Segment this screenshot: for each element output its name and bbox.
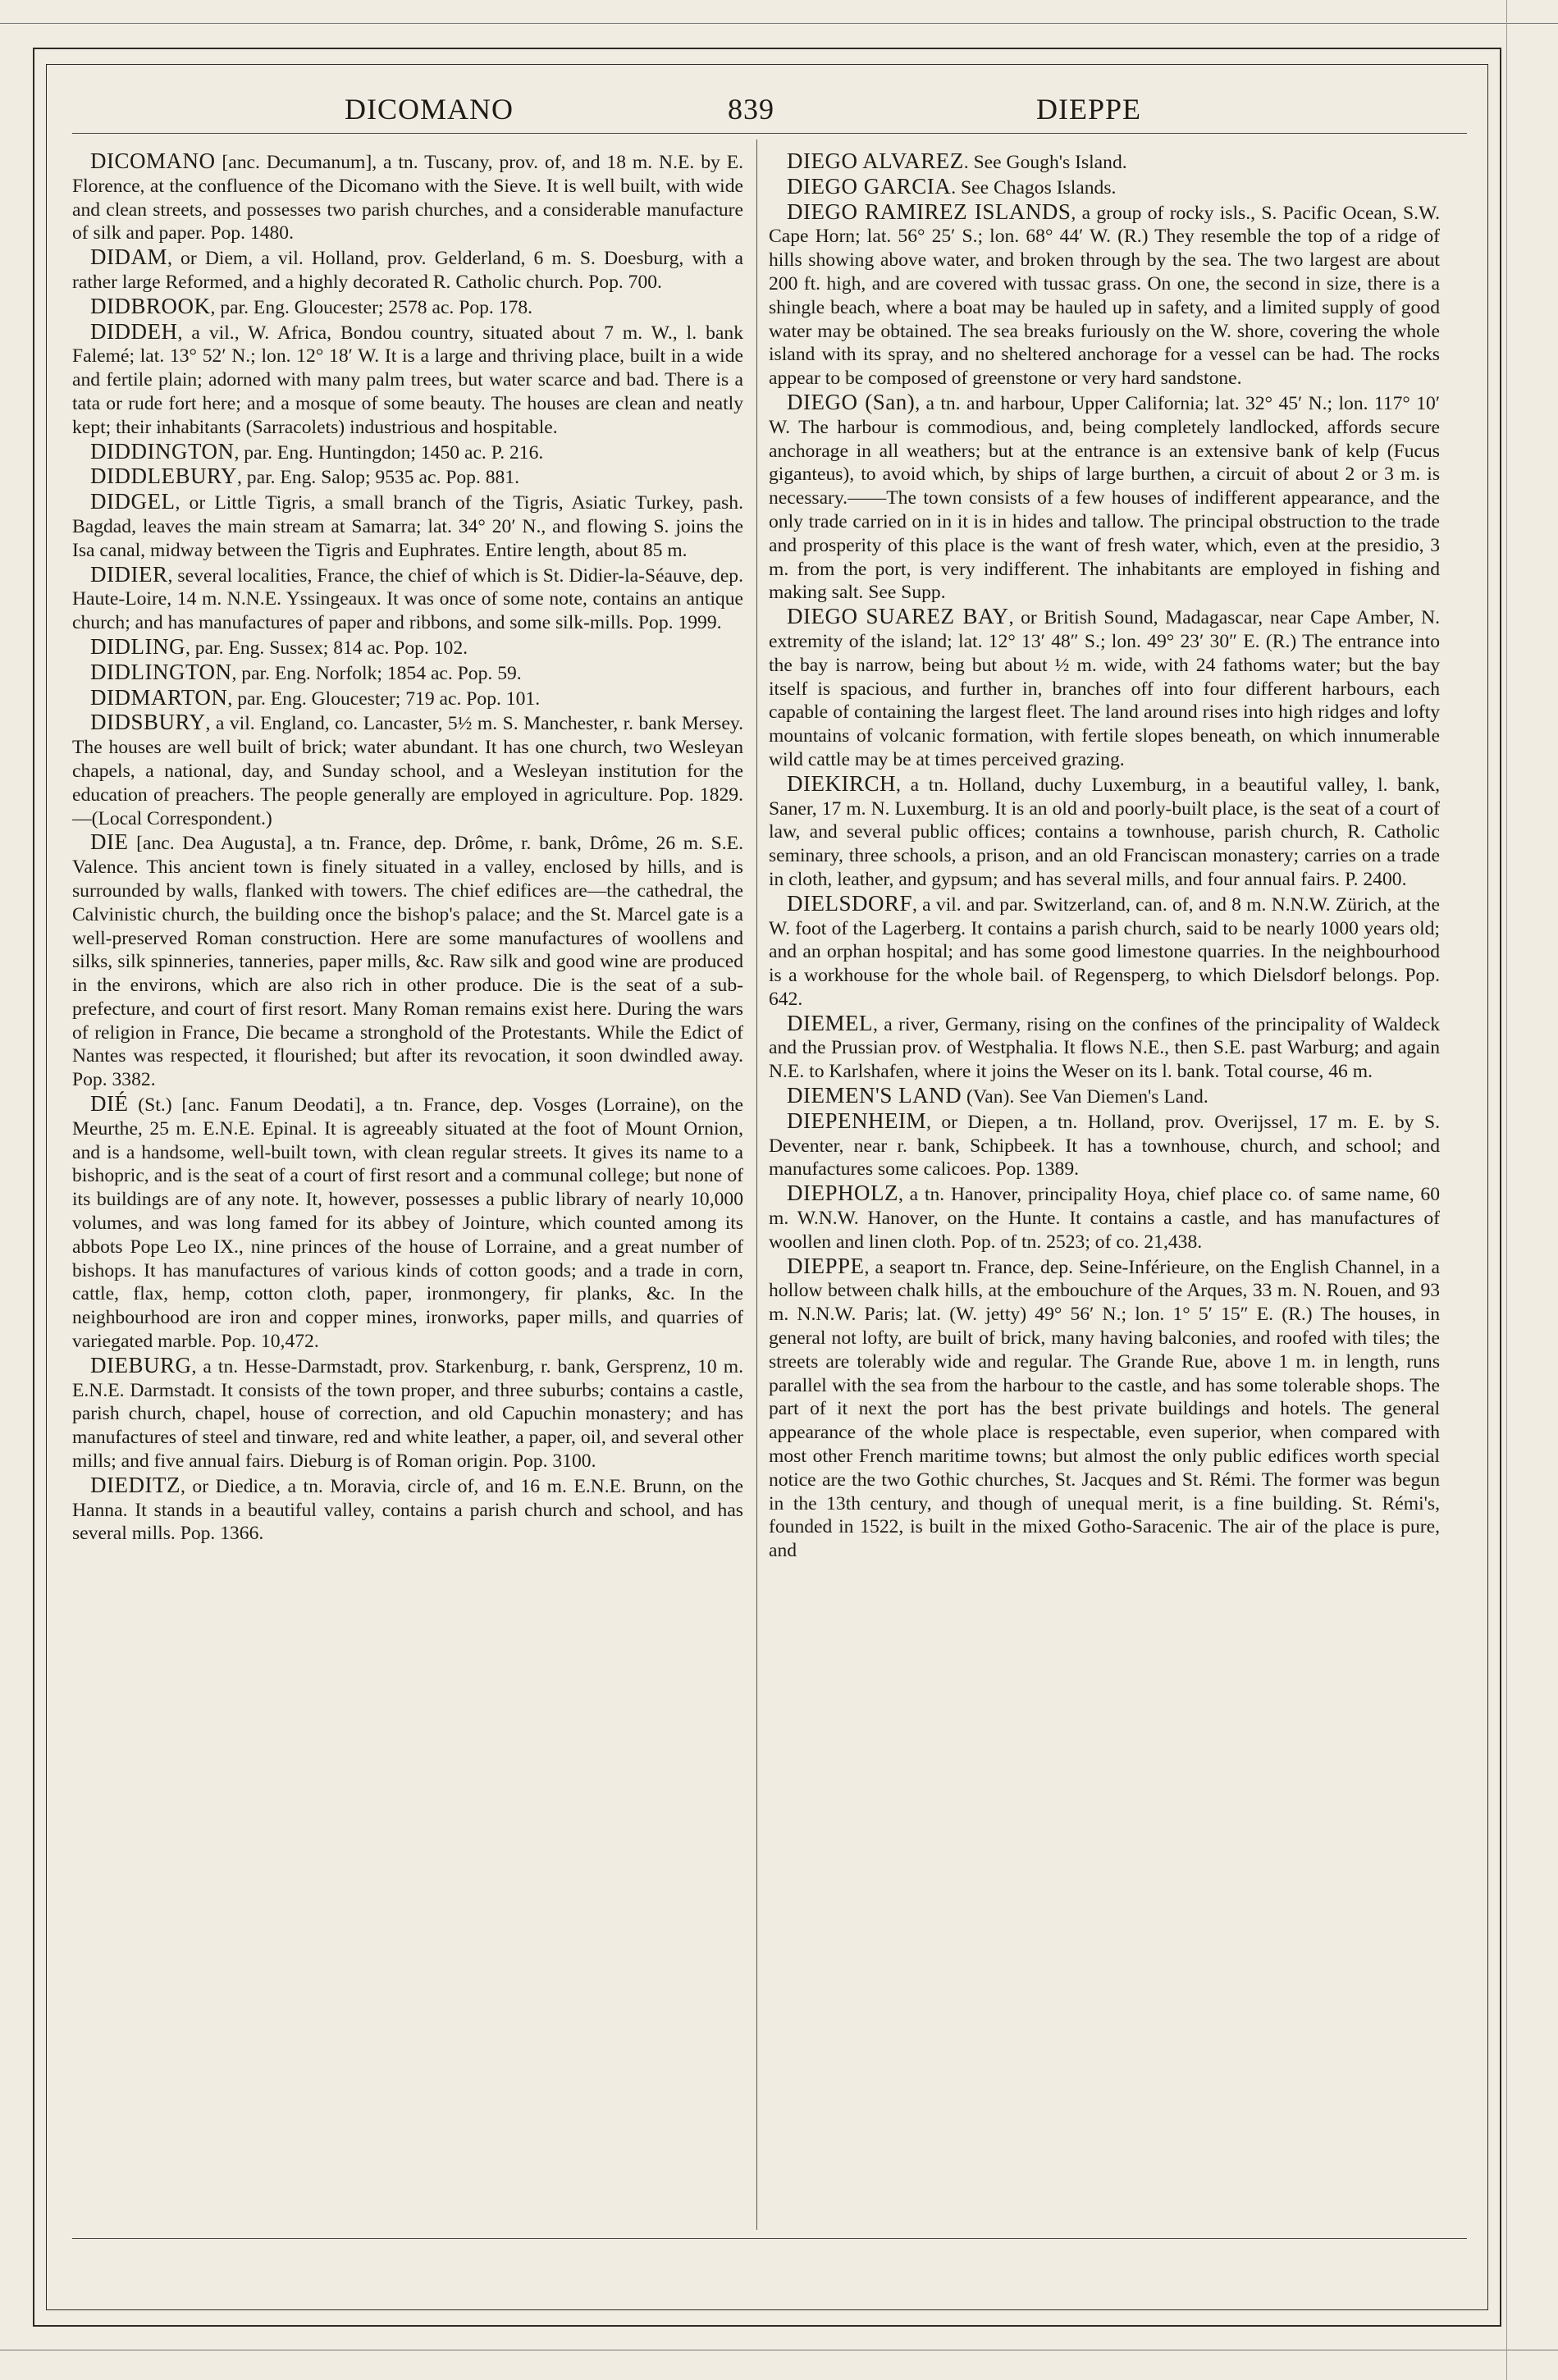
entry-headword: DIDBROOK [90, 293, 211, 318]
gazetteer-entry [72, 149, 743, 245]
right-edge-line [1506, 0, 1507, 2380]
entry-text: , a vil., W. Africa, Bondou country, situated about 7 m. W., l. bank Falemé; lat. 13° 52′ N.; lon. 12° 18′ W. It is a large and thriving place, built in a wide and fertile plain; adorned with many palm trees, but water scarce and bad. There is a tata or rude fort here; and a mosque of some beauty. The houses are clean and neatly kept; their inhabitants (Sarracolets) industrious and hospitable. [72, 322, 743, 438]
entry-text: , a tn. Hanover, principality Hoya, chief place co. of same name, 60 m. W.N.W. Hanover, on the Hunte. It contains a castle, and has manufactures of woollen and linen cloth. Pop. of tn. 2523; of co. 21,438. [769, 1184, 1440, 1253]
entry-text: , a group of rocky isls., S. Pacific Ocean, S.W. Cape Horn; lat. 56° 25′ S.; lon. 68° 44′ W. (R.) They resemble the top of a ridge of hills showing above water, and broken through by the sea. The two largest are about 200 ft. high, and are covered with tussac grass. On one, the second in size, there is a shingle beach, where a boat may be hauled up in safety, and a limited supply of good water may be obtained. The sea breaks furiously on the W. shore, covering the whole island with its spray, and no sheltered anchorage for a vessel can be had. The rocks appear to be composed of greenstone or very hard sandstone. [769, 202, 1440, 390]
entry-text: , or British Sound, Madagascar, near Cape Amber, N. extremity of the island; lat. 12° 13′ 48″ S.; lon. 49° 23′ 30″ E. (R.) The entrance into the bay is narrow, being but about ½ m. wide, with 24 fathoms water; but the bay itself is spacious, and further in, branches off into four different harbours, each capable of containing the largest fleet. The land around rises into high ridges and lofty mountains of volcanic formation, with fertile slopes beneath, on which innumerable wild cattle may be at times perceived grazing. [769, 607, 1441, 770]
gazetteer-entry [769, 1084, 1440, 1109]
entry-headword: DIEMEL [787, 1010, 873, 1035]
entry-headword: DIDDLEBURY [90, 464, 237, 489]
entry-headword: DIDDINGTON [90, 438, 235, 464]
left-column [72, 149, 743, 1546]
header-rule [72, 133, 1467, 134]
entry-headword: DIDMARTON [90, 684, 228, 710]
gazetteer-entry [769, 772, 1440, 892]
gazetteer-entry [769, 892, 1440, 1012]
gazetteer-entry [769, 1012, 1440, 1084]
entry-text: , par. Eng. Huntingdon; 1450 ac. P. 216. [234, 441, 544, 464]
entry-headword: DIEGO RAMIREZ ISLANDS [787, 199, 1071, 224]
entry-headword: DIEGO SUAREZ BAY [787, 604, 1009, 629]
entry-headword: DIDLING [90, 633, 185, 659]
gazetteer-entry [72, 464, 743, 490]
entry-headword: DIÉ [90, 1091, 129, 1117]
gazetteer-entry [72, 320, 743, 440]
gazetteer-entry [72, 1473, 743, 1546]
gazetteer-entry [769, 1109, 1440, 1181]
entry-headword: DIDSBURY [90, 710, 206, 735]
entry-text: . See Chagos Islands. [951, 176, 1117, 199]
gazetteer-entry [769, 149, 1440, 175]
gazetteer-entry [72, 710, 743, 830]
entry-headword: DIEGO ALVAREZ [787, 148, 964, 173]
entry-headword: DIE [90, 829, 129, 855]
entry-headword: DICOMANO [90, 148, 216, 173]
entry-headword: DIEGO GARCIA [787, 173, 952, 199]
entry-text: , a seaport tn. France, dep. Seine-Inférieure, on the English Channel, in a hollow between chalk hills, at the embouchure of the Arques, 33 m. N. Rouen, and 93 m. N.N.W. Paris; lat. (W. jetty) 49° 56′ N.; lon. 1° 5′ 15″ E. (R.) The houses, in general not lofty, are built of brick, many having balconies, and roofed with tiles; the streets are tolerably wide and regular. The Grande Rue, above 1 m. in length, runs parallel with the sea from the harbour to the castle, and has some tolerable shops. The part of it next the port has the best private buildings and hotels. The general appearance of the whole place is respectable, even superior, when compared with most other French maritime towns; but almost the only public edifices worth special notice are the two Gothic churches, St. Jacques and St. Rémi. The former was begun in the 13th century, and though of unequal merit, is a fine building. St. Rémi's, founded in 1522, is built in the mixed Gotho-Saracenic. The air of the place is pure, and [769, 1256, 1440, 1562]
right-column [769, 149, 1440, 1563]
gazetteer-entry [769, 1181, 1440, 1254]
gazetteer-entry [72, 660, 743, 686]
entry-headword: DIEPHOLZ [787, 1181, 898, 1206]
entry-headword: DIDAM [90, 244, 167, 270]
entry-headword: DIEPENHEIM [787, 1108, 926, 1133]
entry-text: , or Diem, a vil. Holland, prov. Gelderland, 6 m. S. Doesburg, with a rather large Reformed, and a highly decorated R. Catholic church. Pop. 700. [72, 248, 743, 293]
gazetteer-entry [769, 391, 1440, 605]
gazetteer-entry [72, 686, 743, 711]
entry-text: (St.) [anc. Fanum Deodati], a tn. France, dep. Vosges (Lorraine), on the Meurthe, 25 m. E.N.E. Epinal. It is agreeably situated at the foot of Mount Ornion, and is a handsome, well-built town, with clean regular streets. It gives its name to a bishopric, and is the seat of a court of first resort and a communal college; but none of its buildings are of any note. It, however, possesses a public library of nearly 10,000 volumes, and was long famed for its abbey of Jointure, which counted among its abbots Pope Leo IX., nine princes of the house of Lorraine, and a great number of bishops. It has manufactures of various kinds of cotton goods; and a trade in corn, cattle, flax, hemp, cotton cloth, paper, ironmongery, fir planks, &c. In the neighbourhood are iron and copper mines, ironworks, paper mills, and quarries of variegated marble. Pop. 10,472. [72, 1094, 743, 1353]
top-edge-line [0, 23, 1558, 24]
entry-text: , a tn. Holland, duchy Luxemburg, in a beautiful valley, l. bank, Saner, 17 m. N. Luxemburg. It is an old and poorly-built place, is the seat of a court of law, and several public offices; contains a townhouse, parish church, R. Catholic seminary, three schools, a prison, and an old Franciscan monastery; carries on a trade in cloth, leather, and gypsum; and has several mills, and four annual fairs. P. 2400. [769, 774, 1440, 890]
footer-rule [72, 2238, 1467, 2239]
gazetteer-entry [769, 605, 1440, 772]
entry-text: , several localities, France, the chief of which is St. Didier-la-Séauve, dep. Haute-Loire, 14 m. N.N.E. Yssingeaux. It was once of some note, contains an antique church; and has manufactures of paper and ribbons, and some silk-mills. Pop. 1999. [72, 564, 743, 634]
gazetteer-entry [72, 245, 743, 295]
entry-text: , or Little Tigris, a small branch of the Tigris, Asiatic Turkey, pash. Bagdad, leaves the main stream at Samarra; lat. 34° 20′ N., and flowing S. joins the Isa canal, midway between the Tigris and Euphrates. Entire length, about 85 m. [72, 492, 743, 561]
entry-headword: DIEPPE [787, 1253, 865, 1278]
entry-text: , or Diepen, a tn. Holland, prov. Overijssel, 17 m. E. by S. Deventer, near r. bank, Schipbeek. It has a townhouse, church, and school; and manufactures some calicoes. Pop. 1389. [769, 1111, 1440, 1181]
header-right-word: DIEPPE [1036, 93, 1142, 126]
entry-headword: DIDLINGTON [90, 659, 232, 684]
entry-headword: DIEBURG [90, 1352, 192, 1377]
entry-headword: DIDIER [90, 561, 168, 587]
gazetteer-entry [72, 295, 743, 320]
entry-headword: DIEGO (San) [787, 389, 916, 414]
column-divider [756, 139, 757, 2230]
entry-headword: DIDGEL [90, 489, 176, 514]
page-number: 839 [728, 93, 774, 126]
gazetteer-entry [72, 1092, 743, 1354]
gazetteer-entry [72, 563, 743, 635]
entry-headword: DIEDITZ [90, 1472, 180, 1497]
entry-text: , par. Eng. Gloucester; 2578 ac. Pop. 178. [210, 296, 533, 318]
entry-text: , par. Eng. Sussex; 814 ac. Pop. 102. [185, 637, 468, 659]
entry-text: , par. Eng. Norfolk; 1854 ac. Pop. 59. [231, 662, 522, 684]
gazetteer-entry [769, 175, 1440, 200]
entry-headword: DIEMEN'S LAND [787, 1083, 962, 1108]
entry-text: , or Diedice, a tn. Moravia, circle of, and 16 m. E.N.E. Brunn, on the Hanna. It stands in a beautiful valley, contains a parish church and school, and has several mills. Pop. 1366. [72, 1475, 743, 1545]
entry-headword: DIDDEH [90, 318, 178, 344]
entry-text: , a tn. and harbour, Upper California; lat. 32° 45′ N.; lon. 117° 10′ W. The harbour is commodious, and, being completely landlocked, affords secure anchorage in all weathers; but at the entrance is an extensive bank of kelp (Fucus giganteus), to avoid which, by ships of large burthen, a circuit of about 2 or 3 m. is necessary.——The town consists of a few houses of indifferent appearance, and the only trade carried on in it is in hides and tallow. The principal obstruction to the trade and prosperity of this place is the want of fresh water, which, even at the presidio, 3 m. from the port, is very indifferent. The inhabitants are employed in fishing and making salt. See Supp. [769, 392, 1441, 604]
entry-text: , a river, Germany, rising on the confines of the principality of Waldeck and the Prussian prov. of Westphalia. It flows N.E., then S.E. past Warburg; and again N.E. to Karlshafen, where it joins the Weser on its l. bank. Total course, 46 m. [769, 1013, 1440, 1083]
entry-text: , a vil. England, co. Lancaster, 5½ m. S. Manchester, r. bank Mersey. The houses are well built of brick; water abundant. It has one church, two Wesleyan chapels, a national, day, and Sunday school, and a Wesleyan institution for the education of preachers. The people generally are employed in agriculture. Pop. 1829.—(Local Correspondent.) [72, 713, 743, 829]
header-left-word: DICOMANO [345, 93, 514, 126]
entry-text: , par. Eng. Gloucester; 719 ac. Pop. 101. [227, 688, 541, 710]
gazetteer-entry [72, 490, 743, 562]
gazetteer-entry [72, 830, 743, 1092]
entry-headword: DIEKIRCH [787, 770, 896, 796]
entry-text: , a tn. Hesse-Darmstadt, prov. Starkenburg, r. bank, Gersprenz, 10 m. E.N.E. Darmstadt. It consists of the town proper, and three suburbs; contains a castle, parish church, chapel, house of correction, and old Capuchin monastery; and has manufactures of steel and tinware, red and white leather, a paper, oil, and several other mills; and five annual fairs. Dieburg is of Roman origin. Pop. 3100. [72, 1355, 743, 1473]
entry-text: , a vil. and par. Switzerland, can. of, and 8 m. N.N.W. Zürich, at the W. foot of the Lagerberg. It contains a parish church, said to be nearly 1000 years old; and an orphan hospital; and has some good limestone quarries. In the neighbourhood is a workhouse for the whole bail. of Regensperg, to which Dielsdorf belongs. Pop. 642. [769, 893, 1440, 1010]
entry-text: [anc. Dea Augusta], a tn. France, dep. Drôme, r. bank, Drôme, 26 m. S.E. Valence. This ancient town is finely situated in a valley, enclosed by hills, and is surrounded by walls, flanked with towers. The chief edifices are—the cathedral, the Calvinistic church, the building once the bishop's palace; and the St. Marcel gate is a well-preserved Roman construction. Here are some manufactures of woollens and silks, silk spinneries, tanneries, paper mills, &c. Raw silk and good wine are produced in the environs, which are also rich in other produce. Die is the seat of a sub-prefecture, and court of first resort. Many Roman remains exist here. During the wars of religion in France, Die became a stronghold of the Protestants. While the Edict of Nantes was respected, it flourished; but after its revocation, it soon dwindled away. Pop. 3382. [72, 833, 743, 1091]
entry-text: , par. Eng. Salop; 9535 ac. Pop. 881. [237, 467, 520, 489]
gazetteer-entry [72, 1354, 743, 1473]
gazetteer-entry [72, 440, 743, 465]
entry-headword: DIELSDORF [787, 890, 913, 916]
gazetteer-entry [769, 1254, 1440, 1563]
entry-text: . See Gough's Island. [963, 152, 1127, 173]
entry-text: (Van). See Van Diemen's Land. [962, 1086, 1208, 1108]
gazetteer-entry [72, 635, 743, 660]
entry-text: [anc. Decumanum], a tn. Tuscany, prov. of, and 18 m. N.E. by E. Florence, at the confluence of the Dicomano with the Sieve. It is well built, with wide and clean streets, and possesses two parish churches, and a considerable manufacture of silk and paper. Pop. 1480. [72, 152, 743, 244]
gazetteer-entry [769, 200, 1440, 391]
